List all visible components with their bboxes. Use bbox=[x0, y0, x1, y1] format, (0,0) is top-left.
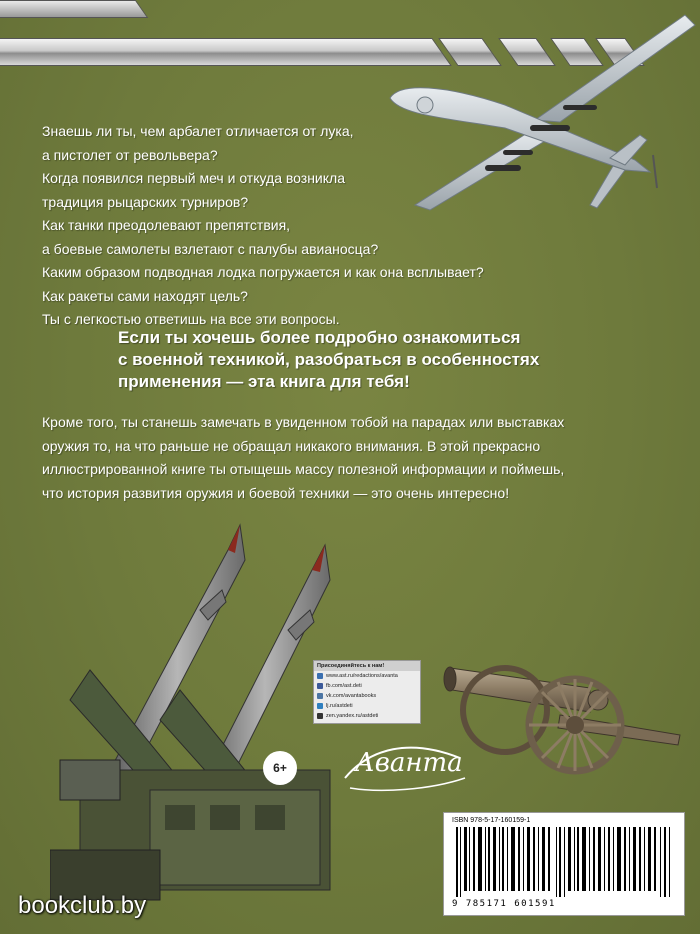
livejournal-icon bbox=[317, 703, 323, 709]
site-watermark: bookclub.by bbox=[18, 892, 147, 919]
question-line: а боевые самолеты взлетают с палубы авианосца? bbox=[42, 240, 379, 257]
social-link[interactable]: lj.ru/astdeti bbox=[314, 701, 420, 711]
description-line: оружия то, на что раньше не обращал никакого внимания. В этой прекрасно bbox=[42, 437, 541, 454]
highlight-block bbox=[118, 327, 598, 393]
question-line: а пистолет от револьвера? bbox=[42, 146, 218, 163]
yandex-zen-icon bbox=[317, 713, 323, 719]
question-line: Ты с легкостью ответишь на все эти вопросы. bbox=[42, 311, 340, 327]
top-left-stripe bbox=[0, 0, 148, 18]
description-line: иллюстрированной книге ты отыщешь массу полезной информации и поймешь, bbox=[42, 461, 565, 477]
social-links-box bbox=[313, 660, 421, 724]
question-line: традиция рыцарских турниров? bbox=[42, 193, 249, 210]
highlight-line: Если ты хочешь более подробно ознакомиться bbox=[118, 328, 521, 347]
description-line: что история развития оружия и боевой техники — это очень интересно! bbox=[42, 484, 510, 501]
facebook-icon bbox=[317, 683, 323, 689]
barcode-box bbox=[443, 812, 685, 916]
age-rating-badge: 6+ bbox=[263, 751, 297, 785]
social-link[interactable]: zen.yandex.ru/astdeti bbox=[314, 711, 420, 721]
barcode-number: 9 785171 601591 bbox=[452, 899, 556, 909]
question-line: Как танки преодолевают препятствия, bbox=[42, 217, 291, 233]
social-heading: Присоединяйтесь к нам! bbox=[314, 661, 420, 671]
isbn-text: ISBN 978-5-17-160159-1 bbox=[452, 817, 531, 824]
social-link[interactable]: www.ast.ru/redactions/avanta bbox=[314, 671, 420, 681]
social-link[interactable]: vk.com/avantabooks bbox=[314, 691, 420, 701]
social-link[interactable]: fb.com/ast.deti bbox=[314, 681, 420, 691]
publisher-logo: Аванта bbox=[355, 748, 463, 778]
description-block bbox=[42, 411, 662, 505]
question-line: Каким образом подводная лодка погружается и как она всплывает? bbox=[42, 264, 484, 280]
question-line: Когда появился первый меч и откуда возникла bbox=[42, 170, 345, 186]
barcode bbox=[452, 827, 676, 897]
highlight-line: с военной техникой, разобраться в особенностях bbox=[118, 350, 540, 369]
vk-icon bbox=[317, 693, 323, 699]
web-icon bbox=[317, 673, 323, 679]
questions-block bbox=[42, 120, 562, 332]
question-line: Как ракеты сами находят цель? bbox=[42, 287, 248, 304]
description-line: Кроме того, ты станешь замечать в увиденном тобой на парадах или выставках bbox=[42, 414, 565, 430]
highlight-line: применения — эта книга для тебя! bbox=[118, 372, 410, 391]
question-line: Знаешь ли ты, чем арбалет отличается от лука, bbox=[42, 123, 354, 139]
cannon-illustration bbox=[440, 640, 685, 775]
missile-launcher-illustration bbox=[50, 520, 350, 910]
